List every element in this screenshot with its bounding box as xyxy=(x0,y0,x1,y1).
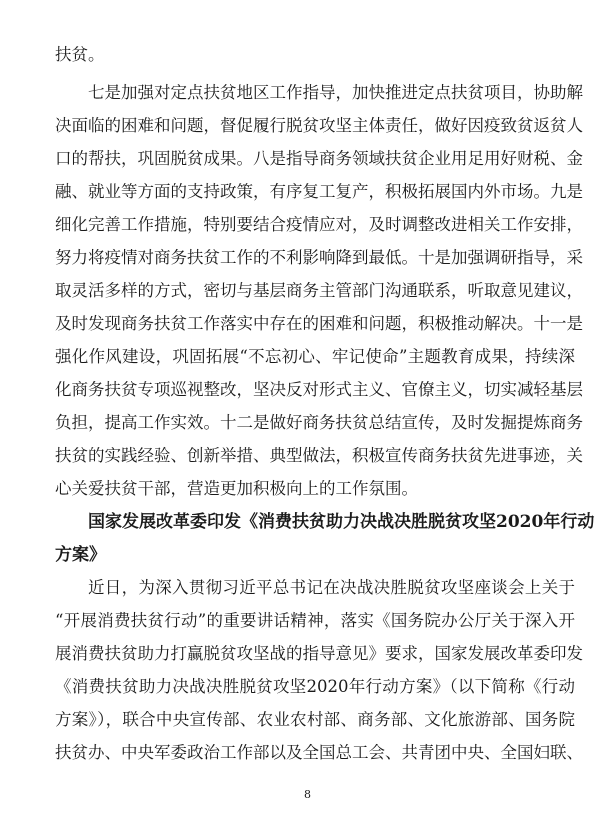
text-line-14: 心关爱扶贫干部，营造更加积极向上的工作氛围。 xyxy=(55,479,418,498)
text-line-19: 展消费扶贫助力打赢脱贫攻坚战的指导意见》要求，国家发展改革委印发 xyxy=(55,644,583,663)
text-line-18: “开展消费扶贫行动”的重要讲话精神，落实《国务院办公厅关于深入开 xyxy=(55,611,575,630)
text-line-6: 细化完善工作措施，特别要结合疫情应对，及时调整改进相关工作安排， xyxy=(55,215,583,234)
text-line-5: 融、就业等方面的支持政策，有序复工复产，积极拓展国内外市场。九是 xyxy=(55,182,583,201)
text-line-20: 《消费扶贫助力决战决胜脱贫攻坚2020年行动方案》（以下简称《行动 xyxy=(55,677,575,696)
section-heading-line-2: 方案》 xyxy=(55,545,106,565)
section-heading-line-1: 国家发展改革委印发《消费扶贫助力决战决胜脱贫攻坚2020年行动 xyxy=(88,512,595,532)
text-line-4: 口的帮扶，巩固脱贫成果。八是指导商务领域扶贫企业用足用好财税、金 xyxy=(55,149,583,168)
text-line-21: 方案》），联合中央宣传部、农业农村部、商务部、文化旅游部、国务院 xyxy=(55,710,575,729)
page-number: 8 xyxy=(304,788,311,801)
text-line-22: 扶贫办、中央军委政治工作部以及全国总工会、共青团中央、全国妇联、 xyxy=(55,743,583,762)
text-line-12: 负担，提高工作实效。十二是做好商务扶贫总结宣传，及时发掘提炼商务 xyxy=(55,413,583,432)
text-line-1: 扶贫。 xyxy=(55,45,105,64)
text-line-3: 决面临的困难和问题，督促履行脱贫攻坚主体责任，做好因疫致贫返贫人 xyxy=(55,116,583,135)
text-line-7: 努力将疫情对商务扶贫工作的不利影响降到最低。十是加强调研指导，采 xyxy=(55,248,583,267)
text-line-13: 扶贫的实践经验、创新举措、典型做法，积极宣传商务扶贫先进事迹，关 xyxy=(55,446,583,465)
text-line-8: 取灵活多样的方式，密切与基层商务主管部门沟通联系，听取意见建议， xyxy=(55,281,583,300)
text-line-17: 近日，为深入贯彻习近平总书记在决战决胜脱贫攻坚座谈会上关于 xyxy=(88,578,575,597)
text-line-2: 七是加强对定点扶贫地区工作指导，加快推进定点扶贫项目，协助解 xyxy=(88,83,583,102)
text-line-10: 强化作风建设，巩固拓展“不忘初心、牢记使命”主题教育成果，持续深 xyxy=(55,347,575,366)
text-line-9: 及时发现商务扶贫工作落实中存在的困难和问题，积极推动解决。十一是 xyxy=(55,314,583,333)
text-line-11: 化商务扶贫专项巡视整改，坚决反对形式主义、官僚主义，切实减轻基层 xyxy=(55,380,583,399)
